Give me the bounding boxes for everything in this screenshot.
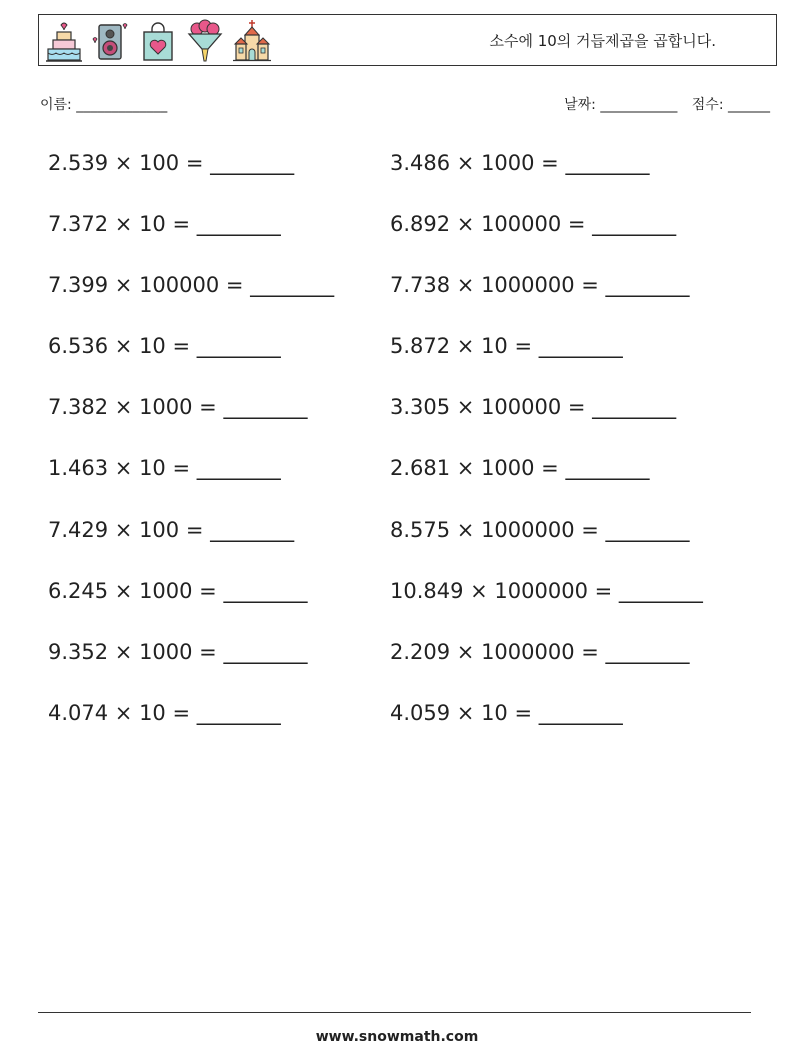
gift-bag-icon [139,19,177,63]
problem-3: 7.372 × 10 = ________ [48,212,281,237]
problem-5: 7.399 × 100000 = ________ [48,273,335,298]
problem-7: 6.536 × 10 = ________ [48,334,281,359]
flower-bouquet-icon [186,19,224,63]
problem-grid [48,145,750,756]
problem-1: 2.539 × 100 = ________ [48,151,295,175]
problem-12: 2.681 × 1000 = ________ [390,456,650,481]
problem-15: 6.245 × 1000 = ________ [48,578,308,603]
name-field: 이름: _____________ [40,97,168,113]
problem-11: 1.463 × 10 = ________ [48,456,281,481]
problem-18: 2.209 × 1000000 = ________ [390,639,690,664]
problem-2: 3.486 × 1000 = ________ [390,151,650,175]
problem-9: 7.382 × 1000 = ________ [48,395,308,420]
worksheet-header [38,14,777,66]
problem-20: 4.059 × 10 = ________ [390,700,623,725]
speaker-icon [92,19,130,63]
problem-8: 5.872 × 10 = ________ [390,334,623,359]
chapel-icon [233,19,271,63]
problem-4: 6.892 × 100000 = ________ [390,212,677,237]
problem-19: 4.074 × 10 = ________ [48,700,281,725]
problem-17: 9.352 × 1000 = ________ [48,639,308,664]
score-field: 점수: ______ [691,97,770,113]
problem-14: 8.575 × 1000000 = ________ [390,517,690,542]
problem-16: 10.849 × 1000000 = ________ [390,578,703,603]
problem-10: 3.305 × 100000 = ________ [390,395,677,420]
problem-6: 7.738 × 1000000 = ________ [390,273,690,298]
footer-divider [38,1012,751,1013]
footer-site-link[interactable]: www.snowmath.com [315,1029,479,1045]
date-score-fields [564,94,770,114]
wedding-cake-icon [45,19,83,63]
worksheet-title: 소수에 10의 거듭제곱을 곱합니다. [489,32,716,50]
problem-13: 7.429 × 100 = ________ [48,517,295,542]
icon-strip [45,19,271,63]
date-field: 날짜: ___________ [564,97,678,113]
